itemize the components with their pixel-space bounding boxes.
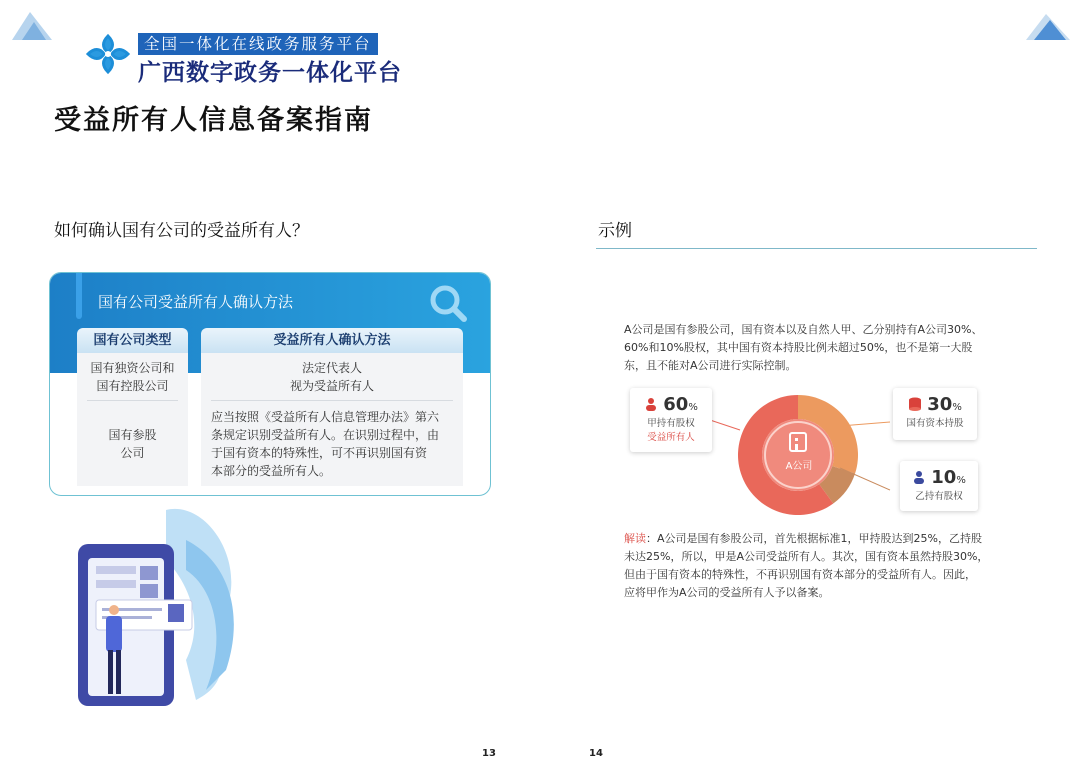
card-title: 国有公司受益所有人确认方法 (98, 293, 294, 311)
building-icon (788, 430, 808, 452)
callout-yi: 10% 乙持有股权 (900, 461, 978, 511)
example-intro: A公司是国有参股公司，国有资本以及自然人甲、乙分别持有A公司30%、 60%和10%股权，其中国有资本持股比例未超过50%，也不是第一大股 东，且不能对A公司进行实际控制。 (624, 323, 983, 372)
card-accent-bar (76, 273, 82, 319)
page-title: 受益所有人信息备案指南 (54, 105, 373, 136)
person-icon (912, 470, 926, 484)
platform-subtitle: 全国一体化在线政务服务平台 (138, 33, 378, 55)
page-number-right: 14 (589, 748, 603, 759)
left-section-heading: 如何确认国有公司的受益所有人？ (54, 221, 309, 241)
analysis-label: 解读 (624, 532, 646, 545)
right-heading-rule (596, 248, 1037, 249)
person-icon (644, 397, 658, 411)
row2-type: 国有参股 公司 (108, 428, 157, 460)
coins-icon (908, 397, 922, 411)
callout-jia-value: 60% (630, 394, 712, 415)
donut-center-label: A公司 (785, 461, 813, 472)
callout-yi-value: 10% (900, 467, 978, 488)
person-phone-illustration (76, 500, 256, 710)
callout-state-value: 30% (893, 394, 977, 415)
example-analysis: 解读：A公司是国有参股公司，首先根据标准1，甲持股达到25%，乙持股 未达25%，所以，甲是A公司受益所有人。其次，国有资本虽然持股30%， 但由于国有资本的特殊性，不再识别国有资本部分的受益所有人。因此， 应将甲作为A公司的受益所有人予以备案。 (624, 532, 989, 599)
page-number-left: 13 (482, 748, 496, 759)
magnifier-icon (426, 281, 470, 325)
row1-type: 国有独资公司和 国有控股公司 (90, 361, 175, 393)
col-header-method: 受益所有人确认方法 (201, 328, 463, 353)
corner-triangle-right-icon (1026, 14, 1070, 40)
callout-state: 30% 国有资本持股 (893, 388, 977, 440)
right-section-heading: 示例 (598, 221, 632, 241)
platform-name: 广西数字政务一体化平台 (138, 60, 402, 86)
row-divider-type (87, 400, 178, 401)
callout-jia: 60% 甲持有股权 受益所有人 (630, 388, 712, 452)
row1-method: 法定代表人 视为受益所有人 (289, 361, 374, 393)
row-divider-method (211, 400, 453, 401)
method-card (49, 272, 491, 496)
corner-triangle-left-icon (12, 12, 52, 40)
col-header-type: 国有公司类型 (77, 328, 188, 353)
platform-logo-icon (84, 32, 132, 76)
row2-method: 应当按照《受益所有人信息管理办法》第六 条规定识别受益所有人。在识别过程中，由 于国有资本的特殊性，可不再识别国有资 本部分的受益所有人。 (211, 410, 440, 478)
